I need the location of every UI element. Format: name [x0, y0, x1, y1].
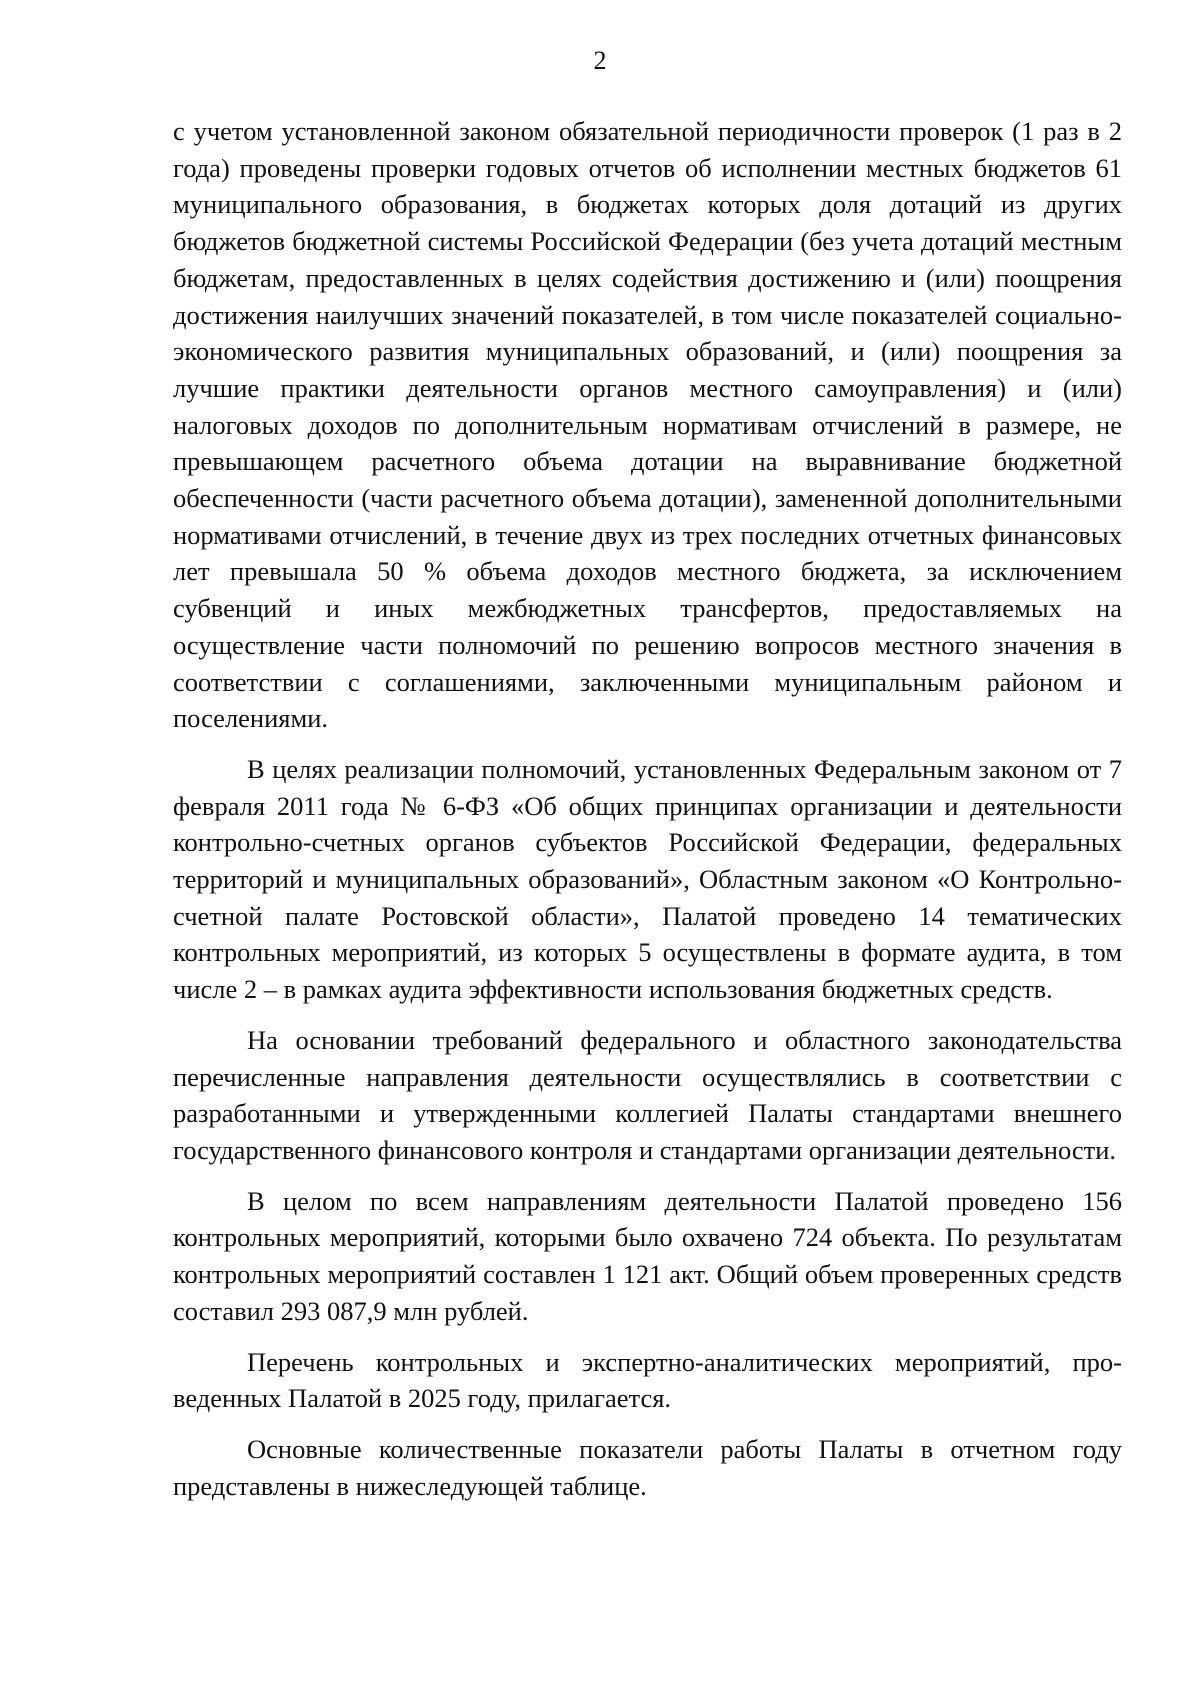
- paragraph-audit-reports: с учетом установленной законом обязательной периодичности проверок (1 раз в 2 года) проведены проверки годовых отчетов об исполнении местных бюджетов 61 муниципального образования, в бюджетах которых доля дотаций из других бюджетов бюджетной системы Российской Федерации (без учета дотаций местным бюджетам, предоставленных в целях содействия достижению и (или) поощрения достижения наилучших значений показателей, в том числе показателей социально-экономического развития муниципальных образований, и (или) поощрения за лучшие практики деятельности органов местного самоуправления) и (или) налоговых доходов по дополнительным нормативам отчислений в размере, не превышающем расчетного объема дотации на выравнивание бюджетной обеспеченности (части расчетного объема дотации), замененной дополнительными нормативами отчислений, в течение двух из трех последних отчетных финансовых лет превышала 50 % объема доходов местного бюджета, за исключением субвенций и иных межбюджетных трансфертов, предоставляемых на осуществление части полномочий по решению вопросов местного значения в соответствии с соглашениями, заключенными муниципальным районом и поселениями.: [173, 116, 1122, 734]
- paragraph-totals: В целом по всем направлениям деятельности Палатой проведено 156 контрольных мероприятий, которыми было охвачено 724 объекта. По результатам контрольных мероприятий составлен 1 121 акт. Общий объем проверенных средств составил 293 087,9 млн рублей.: [173, 1185, 1122, 1326]
- paragraph-table-intro: Основные количественные показатели работы Палаты в отчетном году представлены в нижеследующей таблице.: [173, 1433, 1122, 1501]
- paragraph-standards: На основании требований федерального и областного законодательства перечисленные направления деятельности осуществлялись в соответствии с разработанными и утвержденными коллегией Палаты стандартами внешнего государственного финансового контроля и стандартами организации деятельности.: [173, 1024, 1122, 1165]
- page-number: 2: [593, 46, 607, 75]
- paragraph-thematic-control: В целях реализации полномочий, установленных Федеральным законом от 7 февраля 2011 года № 6-ФЗ «Об общих принципах организации и деятельности контрольно-счетных органов субъектов Российской Федерации, федеральных территорий и муниципальных образований», Областным законом «О Контрольно-счетной палате Ростовской области», Палатой проведено 14 тематических контрольных мероприятий, из которых 5 осуществлены в формате аудита, в том числе 2 – в рамках аудита эффективности использования бюджетных средств.: [173, 753, 1122, 1005]
- paragraph-list-attached: Перечень контрольных и экспертно-аналитических мероприятий, проведенных Палатой в 2025 году, прилагается.: [173, 1346, 1122, 1414]
- document-body: [173, 113, 1122, 1504]
